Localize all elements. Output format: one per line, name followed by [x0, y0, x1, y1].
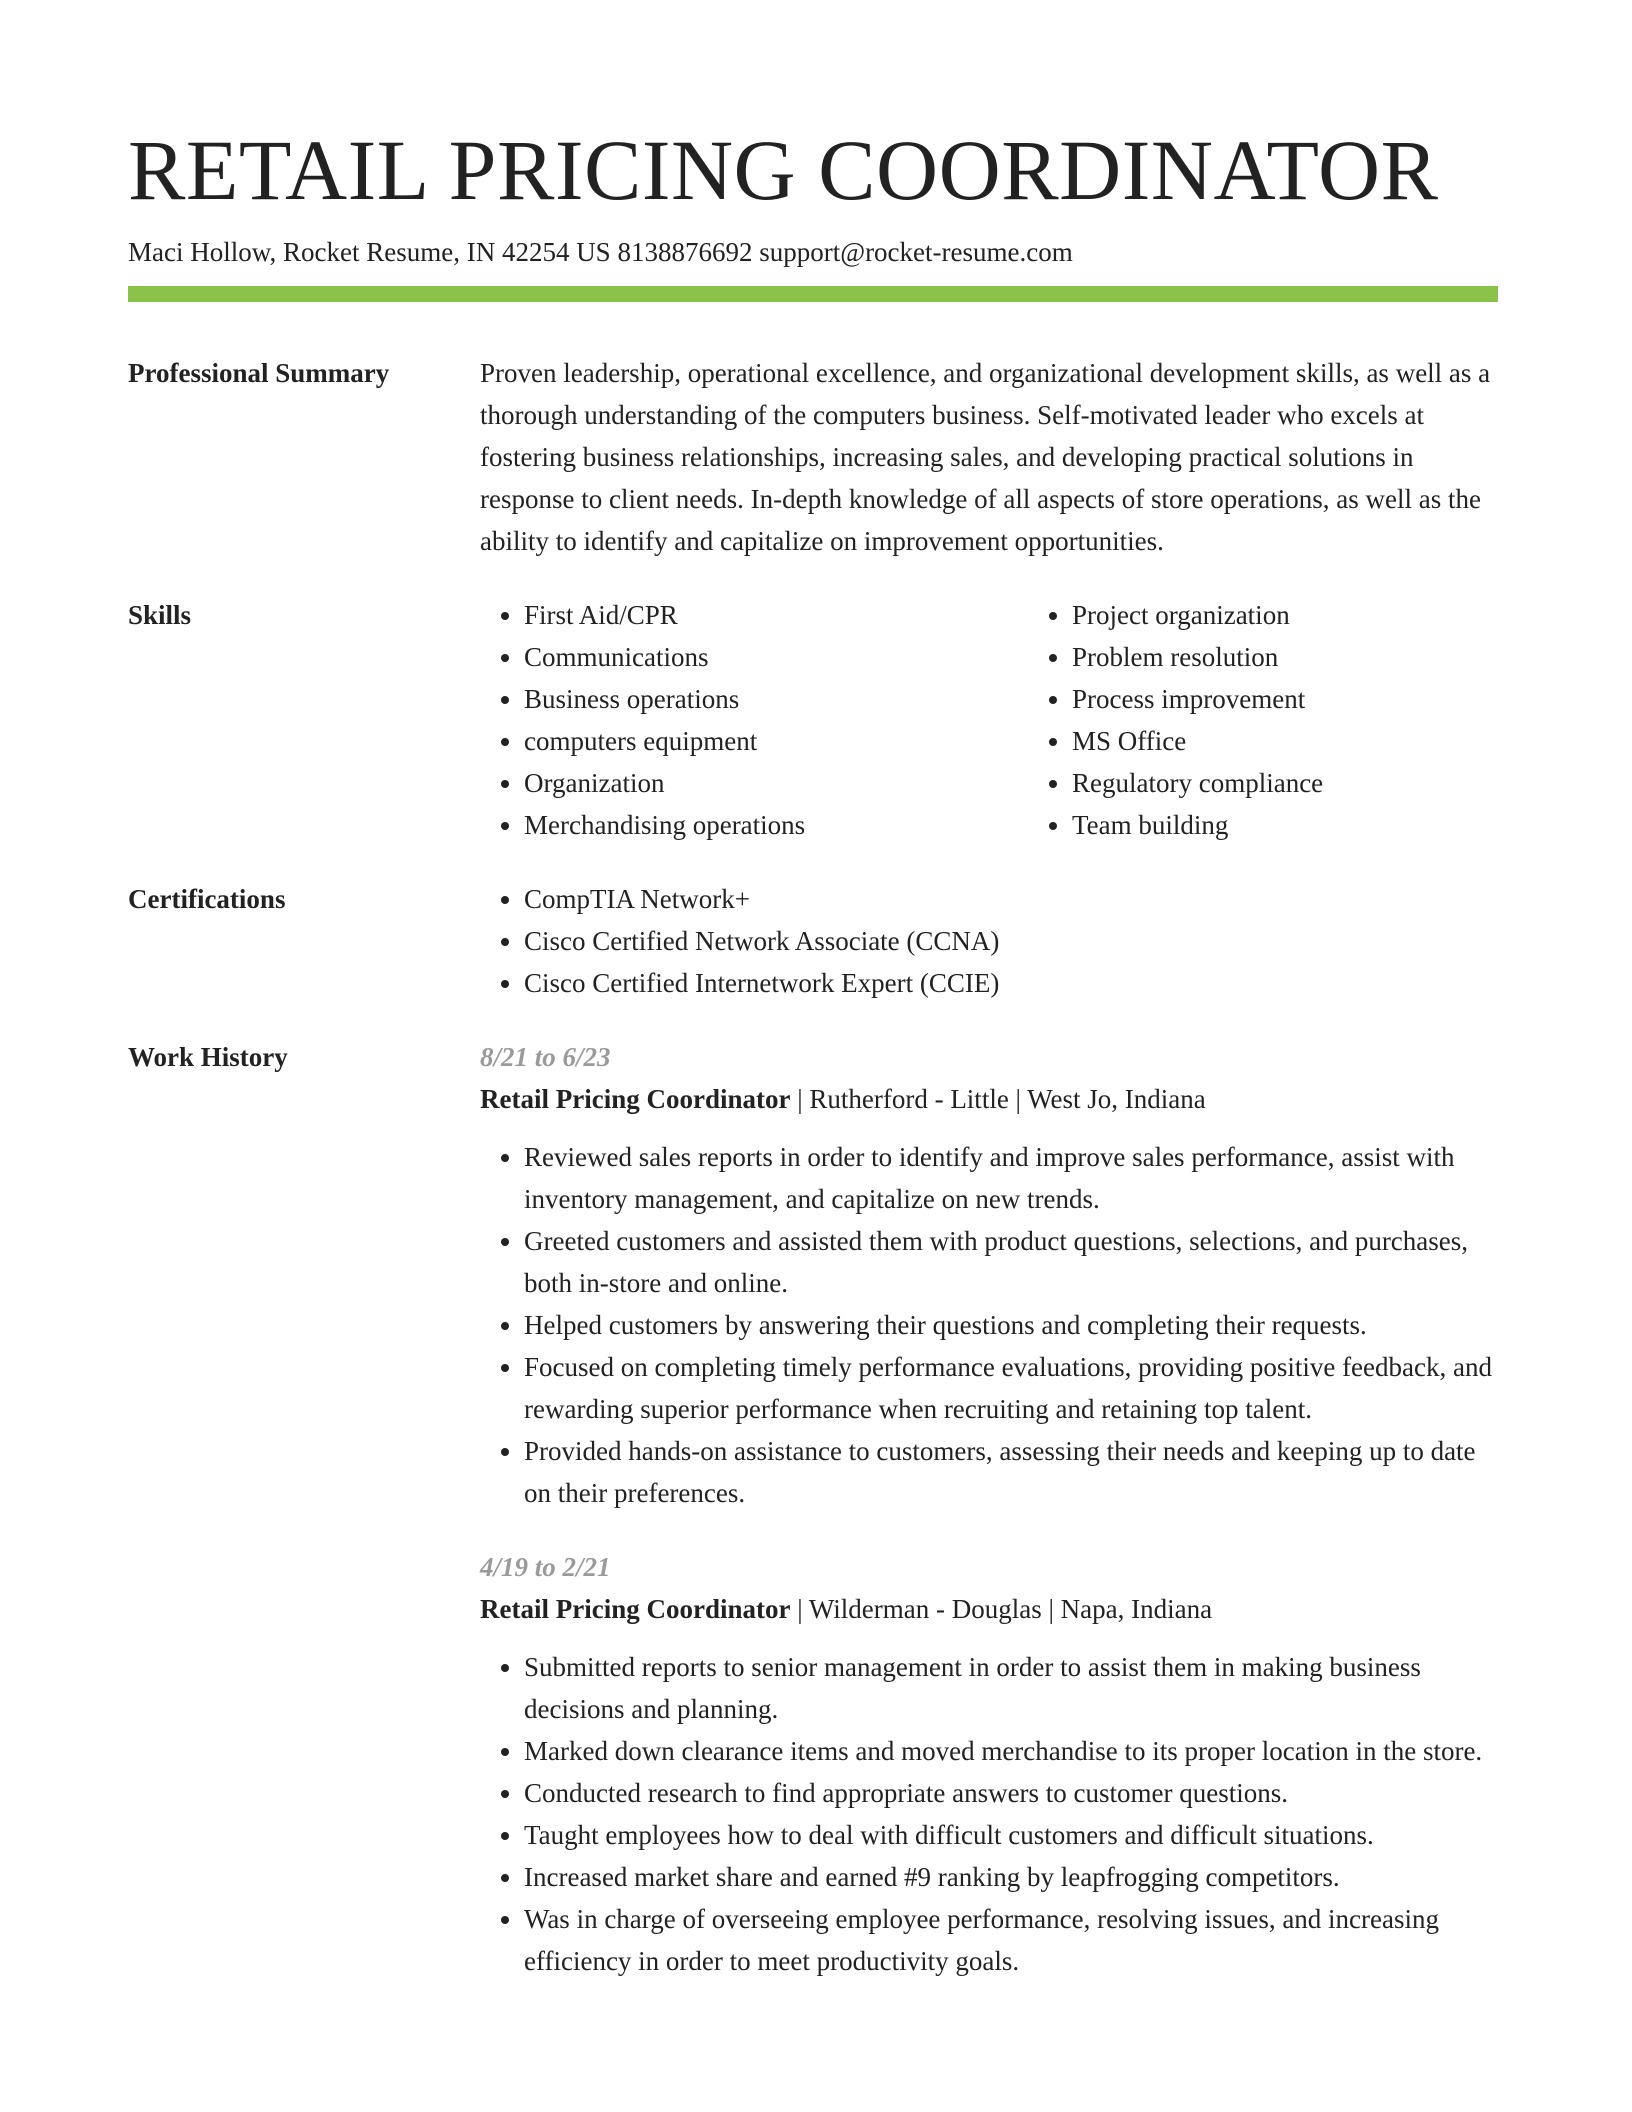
- skills-body: [480, 594, 1498, 846]
- job-duties-list: [480, 1136, 1498, 1514]
- skills-list-left: [480, 594, 1028, 846]
- skills-section: [128, 594, 1498, 846]
- certification-item: • Cisco Certified Internetwork Expert (CCIE): [524, 962, 1498, 1004]
- skill-item: • Project organization: [1072, 594, 1498, 636]
- job-duty: • Was in charge of overseeing employee performance, resolving issues, and increasing efficiency in order to meet productivity goals.: [524, 1898, 1498, 1982]
- job-employer: | Rutherford - Little | West Jo, Indiana: [790, 1084, 1206, 1114]
- skill-item: • First Aid/CPR: [524, 594, 1028, 636]
- skill-item: • Regulatory compliance: [1072, 762, 1498, 804]
- job-dates: 8/21 to 6/23: [480, 1042, 611, 1072]
- certifications-section: [128, 878, 1498, 1004]
- work-history-section: [128, 1036, 1498, 1982]
- summary-text: Proven leadership, operational excellence, and organizational development skills, as well as a thorough understanding of the computers business. Self-motivated leader who excels at fostering business relationships, increasing sales, and developing practical solutions in response to client needs. In-depth knowledge of all aspects of store operations, as well as the ability to identify and capitalize on improvement opportunities.: [480, 358, 1491, 556]
- contact-email: support@rocket-resume.com: [759, 237, 1073, 267]
- skills-list-right: [1028, 594, 1498, 846]
- skill-item: • computers equipment: [524, 720, 1028, 762]
- job-duty: • Greeted customers and assisted them with product questions, selections, and purchases, both in-store and online.: [524, 1220, 1498, 1304]
- skill-item: • Problem resolution: [1072, 636, 1498, 678]
- job-title: Retail Pricing Coordinator: [480, 1084, 791, 1114]
- job-entry: [480, 1546, 1498, 1982]
- summary-section: [128, 352, 1498, 562]
- skill-item: • Process improvement: [1072, 678, 1498, 720]
- job-employer: | Wilderman - Douglas | Napa, Indiana: [790, 1594, 1213, 1624]
- job-title-line: [480, 1588, 1498, 1630]
- skill-item: • Team building: [1072, 804, 1498, 846]
- job-duty: • Submitted reports to senior management in order to assist them in making business decisions and planning.: [524, 1646, 1498, 1730]
- certifications-heading: Certifications: [128, 884, 286, 914]
- work-history-heading: Work History: [128, 1042, 288, 1072]
- contact-phone: 8138876692: [617, 237, 753, 267]
- job-duty: • Increased market share and earned #9 ranking by leapfrogging competitors.: [524, 1856, 1498, 1898]
- job-dates: 4/19 to 2/21: [480, 1552, 611, 1582]
- job-duty: • Provided hands-on assistance to customers, assessing their needs and keeping up to date on their preferences.: [524, 1430, 1498, 1514]
- job-duties-list: [480, 1646, 1498, 1982]
- certifications-body: [480, 878, 1498, 1004]
- skill-item: • Organization: [524, 762, 1028, 804]
- job-entry: [480, 1036, 1498, 1514]
- job-duty: • Helped customers by answering their questions and completing their requests.: [524, 1304, 1498, 1346]
- job-duty: • Marked down clearance items and moved merchandise to its proper location in the store.: [524, 1730, 1498, 1772]
- skill-item: • Communications: [524, 636, 1028, 678]
- contact-location: Rocket Resume, IN 42254 US: [282, 237, 611, 267]
- certification-item: • CompTIA Network+: [524, 878, 1498, 920]
- certifications-list: [480, 878, 1498, 1004]
- work-history-body: [480, 1036, 1498, 1982]
- job-duty: • Taught employees how to deal with difficult customers and difficult situations.: [524, 1814, 1498, 1856]
- job-duty: • Conducted research to find appropriate answers to customer questions.: [524, 1772, 1498, 1814]
- job-duty: • Reviewed sales reports in order to identify and improve sales performance, assist with inventory management, and capitalize on new trends.: [524, 1136, 1498, 1220]
- skill-item: • Merchandising operations: [524, 804, 1028, 846]
- job-title-line: [480, 1078, 1498, 1120]
- resume-title: RETAIL PRICING COORDINATOR: [128, 122, 1439, 218]
- job-duty: • Focused on completing timely performance evaluations, providing positive feedback, and rewarding superior performance when recruiting and retaining top talent.: [524, 1346, 1498, 1430]
- job-title: Retail Pricing Coordinator: [480, 1594, 791, 1624]
- skill-item: • MS Office: [1072, 720, 1498, 762]
- skills-heading: Skills: [128, 600, 192, 630]
- contact-name: Maci Hollow,: [128, 237, 277, 267]
- skills-columns: [480, 594, 1498, 846]
- header-divider: [128, 286, 1498, 302]
- contact-line: [128, 234, 1498, 270]
- skill-item: • Business operations: [524, 678, 1028, 720]
- certification-item: • Cisco Certified Network Associate (CCNA): [524, 920, 1498, 962]
- summary-heading: Professional Summary: [128, 358, 390, 388]
- summary-body: [480, 352, 1498, 562]
